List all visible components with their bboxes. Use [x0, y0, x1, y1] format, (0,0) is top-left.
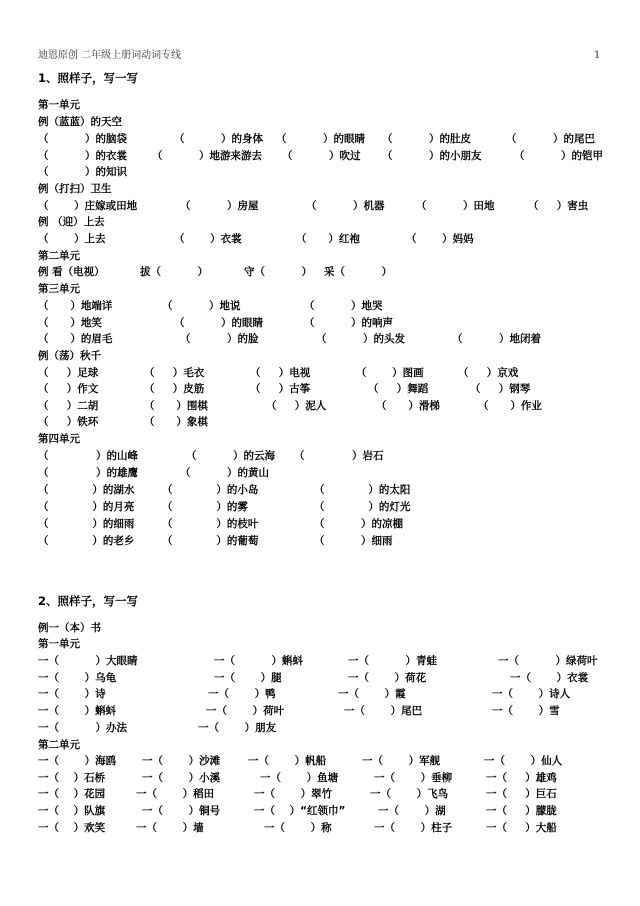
exercise-item: （ ）上去 [38, 233, 106, 245]
exercise-item: （ ）钢琴 [470, 383, 531, 395]
exercise-line [38, 516, 608, 532]
exercise-line [38, 720, 608, 736]
exercise-item: （ ）的凉棚 [314, 518, 404, 530]
exercise-item: （ ）地笑 [38, 317, 102, 329]
exercise-item: （ ）细雨 [314, 535, 393, 547]
exercise-item: 例 （迎）上去 [38, 216, 105, 228]
exercise-line [38, 97, 608, 113]
exercise-line [38, 820, 608, 836]
exercise-item: （ ）地闭着 [452, 333, 542, 345]
exercise-item: 例一（本）书 [38, 622, 101, 634]
exercise-line [38, 298, 608, 314]
exercise-item: 一（ ）海鸥 [38, 755, 117, 767]
exercise-item: （ ）红袍 [296, 233, 360, 245]
exercise-item: （ ）的头发 [316, 333, 406, 345]
exercise-item: （ ）房屋 [180, 200, 259, 212]
exercise-line [38, 365, 608, 381]
exercise-item: 一（ ）办法 [38, 722, 128, 734]
exercise-item: （ ）衣裳 [174, 233, 242, 245]
exercise-item: 一（ ）尾巴 [344, 705, 423, 717]
page-number: 1 [594, 50, 601, 61]
exercise-item: （ ）妈妈 [406, 233, 474, 245]
exercise-line [38, 686, 608, 702]
exercise-item: 一（ ）诗人 [492, 688, 571, 700]
exercise-item: 第二单元 [38, 739, 80, 751]
exercise-item: 一（ ）青蛙 [348, 655, 438, 667]
exercise-item: （ ）的雄鹰 [38, 467, 139, 479]
exercise-item: （ ）象棋 [144, 416, 208, 428]
exercise-line [38, 398, 608, 414]
exercise-item: （ ）的脸 [180, 333, 259, 345]
exercise-item: （ ）机器 [306, 200, 385, 212]
exercise-item: （ ）作文 [38, 383, 99, 395]
exercise-item: 例 看（电视） [38, 266, 105, 278]
exercise-item: （ ）的雾 [162, 501, 248, 513]
exercise-item: （ ）的云海 [186, 450, 276, 462]
exercise-line [38, 533, 608, 549]
exercise-item: 一（ ）蝌蚪 [38, 705, 117, 717]
exercise-item: （ ）地说 [162, 300, 241, 312]
exercise-item: 一（ ）大船 [486, 822, 557, 834]
exercise-item: 一（ ）稻田 [136, 788, 215, 800]
exercise-line [38, 737, 608, 753]
exercise-item: （ ）的枝叶 [162, 518, 259, 530]
exercise-item: 第二单元 [38, 250, 80, 262]
exercise-item: （ ）的身体 [174, 133, 264, 145]
exercise-item: 一（ ）大眼睛 [38, 655, 138, 667]
exercise-item: （ ）的小岛 [162, 484, 259, 496]
exercise-item: （ ）地哭 [304, 300, 383, 312]
exercise-item: （ ）泥人 [266, 400, 327, 412]
exercise-item: 一（ ）霞 [338, 688, 406, 700]
exercise-item: 例（蓝蓝）的天空 [38, 116, 122, 128]
exercise-line [38, 620, 608, 636]
exercise-line [38, 148, 608, 164]
exercise-item: （ ）的太阳 [314, 484, 411, 496]
exercise-item: （ ）的眼睛 [174, 317, 264, 329]
exercise-item: （ ）铁环 [38, 416, 99, 428]
exercise-item: 采（ ） [324, 266, 393, 278]
exercise-item: （ ）滑梯 [376, 400, 440, 412]
exercise-line [38, 231, 608, 247]
exercise-item: 一（ ）垂柳 [374, 772, 453, 784]
exercise-line [38, 482, 608, 498]
exercise-item: 一（ ）欢笑 [38, 822, 106, 834]
exercise-item: 一（ ）“红领巾” [254, 805, 346, 817]
exercise-item: （ ）的山峰 [38, 450, 139, 462]
page-header: 迪恩原创 二年级上册词动词专线 [38, 50, 182, 61]
exercise-line [38, 653, 608, 669]
exercise-line [38, 499, 608, 515]
exercise-item: 一（ ）诗 [38, 688, 106, 700]
exercise-item: 一（ ）军舰 [362, 755, 441, 767]
exercise-item: （ ）的老乡 [38, 535, 135, 547]
exercise-item: 一（ ）湖 [378, 805, 446, 817]
exercise-item: （ ）毛衣 [144, 367, 205, 379]
exercise-item: 一（ ）石桥 [38, 772, 106, 784]
exercise-item: 拔（ ） [140, 266, 209, 278]
exercise-item: 一（ ）荷花 [348, 672, 427, 684]
exercise-line [38, 448, 608, 464]
exercise-item: （ ）的灯光 [314, 501, 411, 513]
exercise-item: （ ）的眉毛 [38, 333, 113, 345]
exercise-line [38, 164, 608, 180]
exercise-item: （ ）的响声 [304, 317, 394, 329]
exercise-item: 一（ ）仙人 [484, 755, 563, 767]
exercise-item: （ ）地端详 [38, 300, 113, 312]
exercise-item: 一（ ）雪 [492, 705, 560, 717]
exercise-line [38, 753, 608, 769]
exercise-line [38, 770, 608, 786]
exercise-line [38, 803, 608, 819]
exercise-item: （ ）的衣裳 [38, 150, 128, 162]
exercise-line [38, 414, 608, 430]
exercise-line [38, 214, 608, 230]
exercise-item: （ ）地游来游去 [152, 150, 263, 162]
exercise-item: （ ）的湖水 [38, 484, 135, 496]
exercise-item: 一（ ）称 [264, 822, 332, 834]
exercise-item: （ ）田地 [416, 200, 495, 212]
exercise-item: 第一单元 [38, 99, 80, 111]
exercise-item: （ ）的小朋友 [382, 150, 482, 162]
exercise-item: （ ）的葡萄 [162, 535, 259, 547]
exercise-item: 第三单元 [38, 283, 80, 295]
exercise-item: （ ）的月亮 [38, 501, 135, 513]
exercise-item: 一（ ）腿 [214, 672, 282, 684]
exercise-item: （ ）皮筋 [144, 383, 205, 395]
exercise-line [38, 248, 608, 264]
exercise-item: （ ）的知识 [38, 166, 128, 178]
exercise-item: （ ）足球 [38, 367, 99, 379]
exercise-line [38, 703, 608, 719]
exercise-item: 一（ ）柱子 [374, 822, 453, 834]
section-title: 1、照样子，写一写 [38, 71, 139, 85]
exercise-item: 一（ ）沙滩 [142, 755, 221, 767]
exercise-line [38, 331, 608, 347]
exercise-line [38, 348, 608, 364]
exercise-item: 一（ ）鸭 [208, 688, 276, 700]
exercise-item: 一（ ）朦胧 [486, 805, 557, 817]
exercise-item: 守（ ） [244, 266, 313, 278]
exercise-item: （ ）的眼睛 [276, 133, 366, 145]
exercise-item: （ ）古筝 [250, 383, 311, 395]
exercise-item: （ ）图画 [356, 367, 424, 379]
exercise-item: 一（ ）雄鸡 [486, 772, 557, 784]
exercise-item: 一（ ）队旗 [38, 805, 106, 817]
exercise-item: 例（打扫）卫生 [38, 183, 112, 195]
exercise-item: （ ）岩石 [294, 450, 384, 462]
exercise-line [38, 281, 608, 297]
exercise-item: 一（ ）铜号 [142, 805, 221, 817]
exercise-line [38, 465, 608, 481]
exercise-item: 一（ ）蝌蚪 [214, 655, 304, 667]
exercise-item: 例（荡）秋千 [38, 350, 101, 362]
exercise-item: （ ）吹过 [282, 150, 361, 162]
exercise-item: （ ）的脑袋 [38, 133, 128, 145]
exercise-item: 一（ ）小溪 [142, 772, 221, 784]
exercise-item: 一（ ）飞鸟 [370, 788, 449, 800]
exercise-line [38, 131, 608, 147]
exercise-item: （ ）舞蹈 [368, 383, 429, 395]
exercise-line [38, 264, 608, 280]
exercise-item: 一（ ）墙 [136, 822, 204, 834]
exercise-line [38, 114, 608, 130]
exercise-line [38, 181, 608, 197]
exercise-item: 第一单元 [38, 638, 80, 650]
exercise-item: 一（ ）花园 [38, 788, 106, 800]
exercise-item: （ ）庄嫁或田地 [38, 200, 138, 212]
section-title: 2、照样子，写一写 [38, 594, 139, 608]
exercise-item: （ ）京戏 [458, 367, 519, 379]
exercise-line [38, 381, 608, 397]
exercise-item: （ ）作业 [478, 400, 542, 412]
exercise-item: （ ）的黄山 [180, 467, 270, 479]
exercise-item: 一（ ）绿荷叶 [498, 655, 598, 667]
exercise-item: （ ）的肚皮 [382, 133, 472, 145]
exercise-line [38, 636, 608, 652]
exercise-line [38, 786, 608, 802]
exercise-item: （ ）电视 [250, 367, 311, 379]
exercise-item: （ ）的尾巴 [506, 133, 596, 145]
exercise-line [38, 198, 608, 214]
exercise-item: 一（ ）帆船 [248, 755, 327, 767]
exercise-item: （ ）的细雨 [38, 518, 135, 530]
exercise-line [38, 670, 608, 686]
exercise-item: 一（ ）翠竹 [254, 788, 333, 800]
exercise-item: （ ）围棋 [144, 400, 208, 412]
exercise-item: （ ）二胡 [38, 400, 99, 412]
exercise-item: 一（ ）巨石 [486, 788, 557, 800]
exercise-item: 一（ ）荷叶 [206, 705, 285, 717]
exercise-item: 第四单元 [38, 433, 80, 445]
exercise-item: （ ）害虫 [528, 200, 589, 212]
exercise-item: 一（ ）朋友 [198, 722, 277, 734]
exercise-item: 一（ ）衣裳 [510, 672, 589, 684]
exercise-item: 一（ ）乌龟 [38, 672, 117, 684]
exercise-item: （ ）的铠甲 [514, 150, 604, 162]
exercise-item: 一（ ）鱼塘 [260, 772, 339, 784]
exercise-line [38, 431, 608, 447]
exercise-line [38, 315, 608, 331]
